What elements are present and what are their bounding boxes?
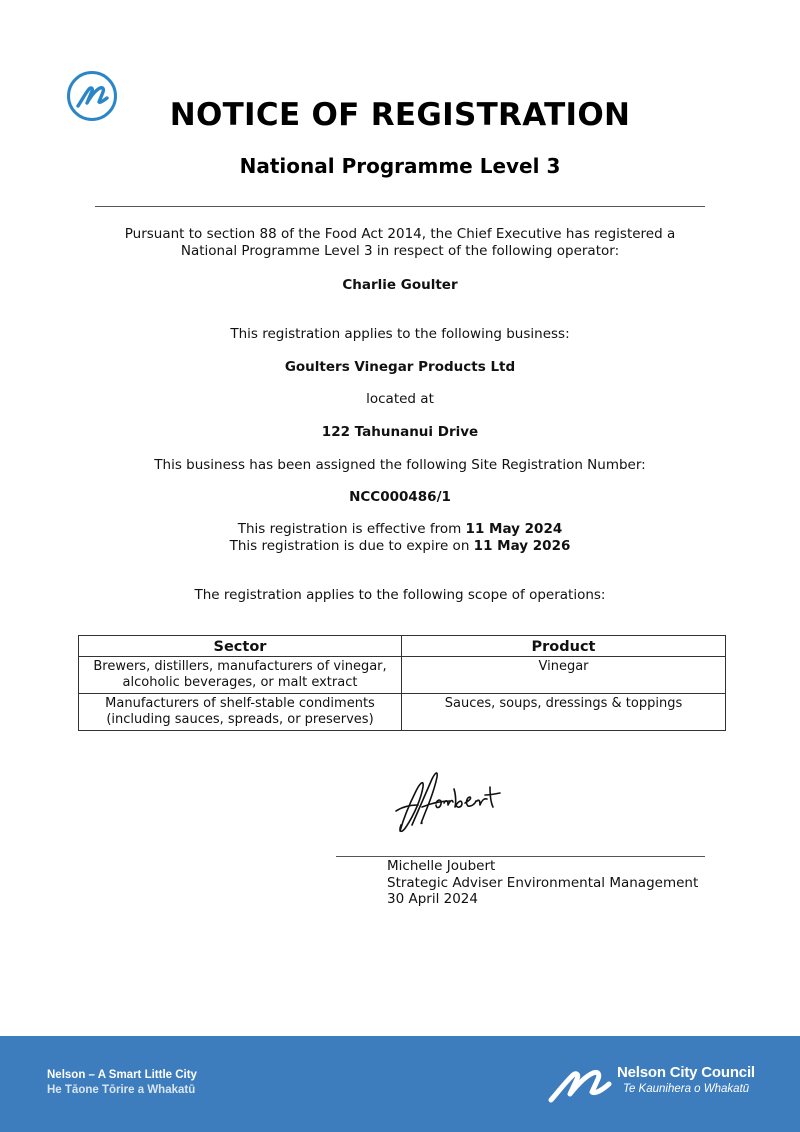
intro-line-2: National Programme Level 3 in respect of the following operator:: [180, 243, 620, 259]
footer-council: [617, 1064, 755, 1097]
council-name-maori: Te Kaunihera o Whakatū: [623, 1083, 750, 1095]
table-row: [79, 694, 726, 731]
effective-text: This registration is effective from: [237, 521, 462, 537]
business-address: 122 Tahunanui Drive: [321, 424, 479, 440]
page-subtitle: National Programme Level 3: [239, 154, 561, 178]
expire-date: 11 May 2026: [473, 538, 571, 554]
sector-header: Sector: [79, 636, 402, 657]
effective-line: [0, 521, 800, 538]
signature-line: [336, 856, 705, 857]
applies-text: This registration applies to the following business:: [230, 326, 570, 342]
footer-tagline: [47, 1068, 197, 1098]
header-divider: [95, 206, 705, 207]
sector-cell: [79, 657, 402, 694]
signatory-position: Strategic Adviser Environmental Management: [387, 874, 699, 891]
operator-name: Charlie Goulter: [342, 277, 458, 293]
intro-paragraph: [0, 226, 800, 260]
validity-block: [0, 521, 800, 555]
tagline-maori: He Tāone Tōrire a Whakatū: [47, 1084, 196, 1096]
product-header: Product: [402, 636, 726, 657]
sector-line: Brewers, distillers, manufacturers of vinegar,: [93, 659, 387, 674]
signatory-name: Michelle Joubert: [387, 858, 496, 874]
table-row: [79, 657, 726, 694]
site-text: This business has been assigned the following Site Registration Number:: [154, 457, 646, 473]
located-text: located at: [366, 391, 434, 407]
footer-logo-icon: [548, 1064, 612, 1104]
site-registration-number: NCC000486/1: [349, 489, 451, 505]
footer-band: [0, 1036, 800, 1132]
table-header-row: [79, 636, 726, 657]
expire-text: This registration is due to expire on: [229, 538, 470, 554]
tagline-english: Nelson – A Smart Little City: [47, 1069, 197, 1081]
sector-line: (including sauces, spreads, or preserves): [106, 712, 374, 727]
signature-date: 30 April 2024: [387, 891, 478, 907]
page-title: NOTICE OF REGISTRATION: [169, 97, 631, 133]
effective-date: 11 May 2024: [465, 521, 563, 537]
business-name: Goulters Vinegar Products Ltd: [284, 359, 516, 375]
intro-line-1: Pursuant to section 88 of the Food Act 2014, the Chief Executive has registered a: [124, 226, 676, 242]
council-name: Nelson City Council: [617, 1064, 755, 1081]
sector-cell: [79, 694, 402, 731]
scope-table: [78, 635, 726, 731]
sector-line: alcoholic beverages, or malt extract: [122, 675, 358, 690]
product-cell: Vinegar: [402, 657, 726, 694]
signatory-block: [387, 858, 698, 908]
scope-text: The registration applies to the following scope of operations:: [194, 587, 606, 603]
sector-line: Manufacturers of shelf-stable condiments: [105, 696, 375, 711]
handwritten-signature: [392, 765, 507, 837]
product-cell: Sauces, soups, dressings & toppings: [402, 694, 726, 731]
expire-line: [0, 538, 800, 555]
